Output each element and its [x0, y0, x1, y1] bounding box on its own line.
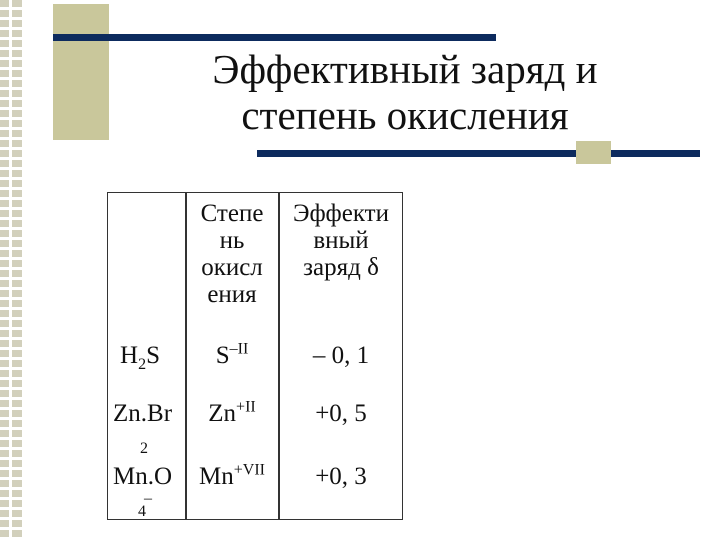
formula-cell — [120, 342, 196, 373]
header-ox-line: ения — [207, 281, 257, 308]
formula-subscript-below: 4 — [138, 503, 146, 520]
header-charge-line: вный — [313, 227, 369, 254]
effective-charge-cell: – 0, 1 — [312, 342, 370, 369]
ox-superscript: +II — [236, 398, 256, 416]
slide-title — [170, 46, 640, 138]
formula-subscript: 2 — [138, 356, 147, 373]
ox-base: S — [215, 342, 230, 369]
header-effective-charge — [280, 200, 402, 281]
oxidation-state-cell — [187, 342, 277, 369]
formula-subscript-below: 2 — [140, 440, 148, 457]
formula-text: S — [146, 342, 160, 369]
olive-block-top — [53, 4, 109, 140]
formula-cell — [113, 463, 189, 490]
effective-charge-cell: +0, 3 — [315, 463, 367, 490]
header-ox-line: Степе — [200, 200, 264, 227]
effective-charge-cell: +0, 5 — [315, 400, 367, 427]
header-ox-line: нь — [219, 227, 245, 254]
oxidation-state-cell — [187, 400, 277, 427]
ox-superscript: –II — [229, 340, 249, 358]
header-charge-line: Эффекти — [293, 200, 389, 227]
formula-text: Mn.O — [113, 463, 173, 490]
oxidation-state-cell — [187, 463, 277, 490]
title-line-2: степень окисления — [241, 92, 569, 138]
ox-superscript: +VII — [233, 461, 265, 479]
ox-base: Zn — [208, 400, 237, 427]
title-line-1: Эффективный заряд и — [212, 46, 598, 92]
left-stripe-gap — [9, 0, 12, 540]
navy-bar-top — [53, 34, 496, 41]
formula-text: Zn.Br — [113, 400, 173, 427]
formula-cell — [113, 400, 189, 427]
navy-bar-bottom — [257, 150, 700, 157]
header-oxidation-state — [187, 200, 277, 308]
ox-base: Mn — [199, 463, 234, 490]
header-charge-line: заряд δ — [303, 254, 379, 281]
formula-text: H — [120, 342, 139, 369]
formula-charge-sign: – — [144, 490, 152, 507]
header-ox-line: окисл — [201, 254, 263, 281]
olive-block-small — [576, 141, 611, 164]
